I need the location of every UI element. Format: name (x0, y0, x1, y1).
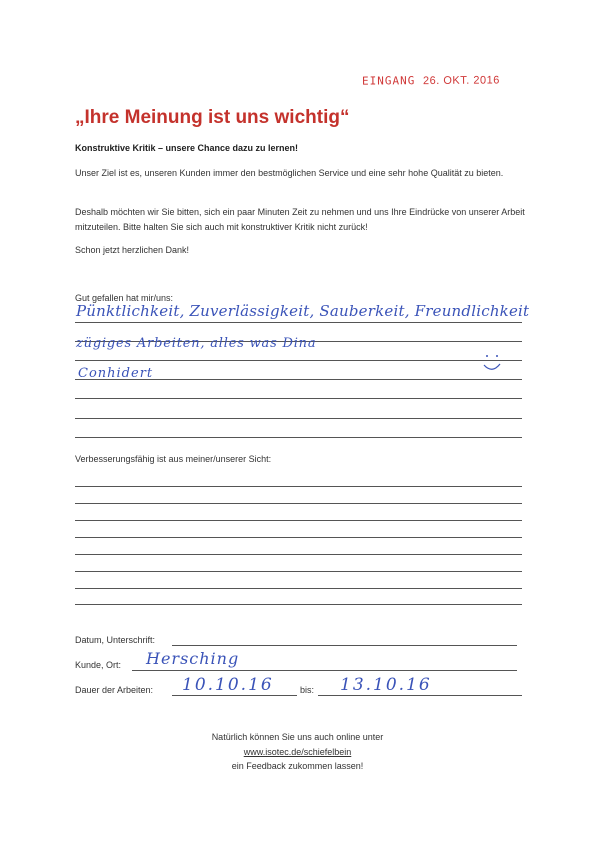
intro-paragraph-1: Unser Ziel ist es, unseren Kunden immer den bestmöglichen Service und eine sehr hohe Qualität zu bieten. (75, 168, 504, 178)
stamp-date: 26. OKT. 2016 (422, 74, 500, 88)
positive-line-1[interactable] (75, 322, 522, 323)
improve-line-3[interactable] (75, 520, 522, 521)
duration-label: Dauer der Arbeiten: (75, 685, 154, 695)
duration-to-label: bis: (300, 685, 315, 695)
footer-note (0, 730, 595, 774)
customer-location-field[interactable] (132, 670, 517, 671)
improve-line-4[interactable] (75, 537, 522, 538)
date-signature-label: Datum, Unterschrift: (75, 635, 156, 645)
handwritten-positive-line-3: Conhidert (78, 366, 154, 381)
positive-line-3[interactable] (75, 360, 522, 361)
footer-line-3: ein Feedback zukommen lassen! (231, 761, 364, 771)
positive-line-6[interactable] (75, 418, 522, 419)
smiley-doodle-icon (481, 352, 503, 374)
feedback-website-link[interactable]: www.isotec.de/schiefelbein (243, 746, 352, 757)
improve-line-1[interactable] (75, 486, 522, 487)
positive-line-5[interactable] (75, 398, 522, 399)
intro-paragraph-2: Deshalb möchten wir Sie bitten, sich ein paar Minuten Zeit zu nehmen und uns Ihre Eindrücke von unserer Arbeit mitzuteilen. Bitte halten Sie sich auch mit konstruktiver Kritik nicht zurück! (75, 207, 525, 232)
page-subtitle: Konstruktive Kritik – unsere Chance dazu zu lernen! (75, 143, 299, 153)
handwritten-positive-line-1: Pünktlichkeit, Zuverlässigkeit, Sauberkeit, Freundlichkeit (76, 302, 530, 320)
footer-line-1: Natürlich können Sie uns auch online unter (211, 732, 384, 742)
improve-line-2[interactable] (75, 503, 522, 504)
intro-paragraph-3: Schon jetzt herzlichen Dank! (75, 245, 190, 255)
improve-line-6[interactable] (75, 571, 522, 572)
positive-line-7[interactable] (75, 437, 522, 438)
handwritten-positive-line-2: zügiges Arbeiten, alles was Dina (76, 336, 317, 351)
improvement-label: Verbesserungsfähig ist aus meiner/unserer Sicht: (75, 454, 272, 464)
positive-feedback-label: Gut gefallen hat mir/uns: (75, 293, 174, 303)
improve-line-7[interactable] (75, 588, 522, 589)
date-signature-field[interactable] (172, 645, 517, 646)
improve-line-8[interactable] (75, 604, 522, 605)
handwritten-from-date: 10.10.16 (182, 675, 274, 695)
stamp-label: EINGANG (361, 74, 416, 88)
duration-to-field[interactable] (318, 695, 522, 696)
page-title: „Ihre Meinung ist uns wichtig“ (75, 107, 350, 128)
handwritten-customer-location: Hersching (146, 649, 240, 668)
improve-line-5[interactable] (75, 554, 522, 555)
received-stamp (362, 73, 500, 87)
handwritten-to-date: 13.10.16 (340, 675, 432, 695)
customer-location-label: Kunde, Ort: (75, 660, 122, 670)
duration-from-field[interactable] (172, 695, 297, 696)
